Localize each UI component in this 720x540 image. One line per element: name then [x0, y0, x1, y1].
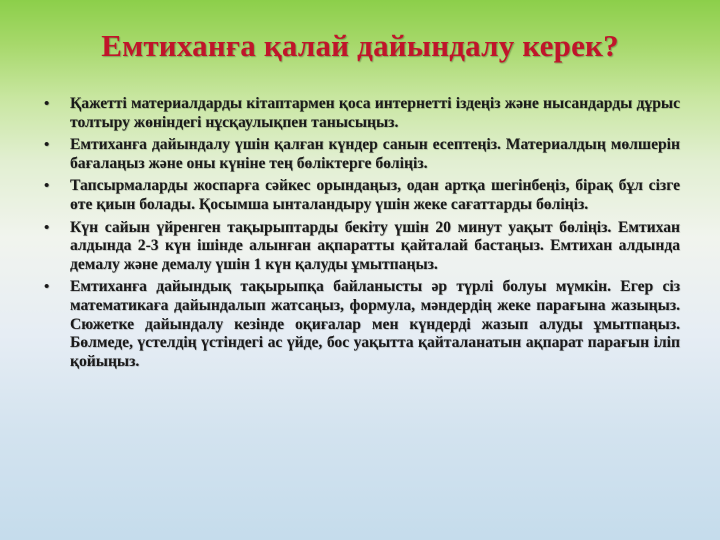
bullet-dot-icon: •: [44, 178, 50, 195]
bullet-list: [44, 95, 680, 375]
bullet-dot-icon: •: [44, 219, 50, 236]
bullet-text: Күн сайын үйренген тақырыптарды бекіту үшін 20 минут уақыт бөліңіз. Емтихан алдында 2-3 күн ішінде алынған ақпаратты қайталай бастаңыз. Емтихан алдында демалу және демалу үшін 1 күн қалуды ұмытпаңыз.: [70, 218, 680, 273]
bullet-dot-icon: •: [44, 279, 50, 296]
bullet-item: [44, 95, 680, 132]
bullet-item: [44, 136, 680, 173]
bullet-text: Тапсырмаларды жоспарға сәйкес орындаңыз, одан артқа шегінбеңіз, бірақ бұл сізге өте қиын болады. Қосымша ынталандыру үшін жеке сағаттарды бөліңіз.: [70, 177, 680, 213]
bullet-text: Емтиханға дайындалу үшін қалған күндер санын есептеңіз. Материалдың мөлшерін бағалаңыз және оны күніне тең бөліктерге бөліңіз.: [70, 136, 680, 172]
bullet-dot-icon: •: [44, 137, 50, 154]
bullet-item: [44, 219, 680, 275]
bullet-item: [44, 177, 680, 214]
bullet-text: Емтиханға дайындық тақырыпқа байланысты әр түрлі болуы мүмкін. Егер сіз математикаға дайындалып жатсаңыз, формула, мәндердің жеке парағына жазыңыз. Сюжетке дайындалу кезінде оқиғалар мен күндерді жазып алуды ұмытпаңыз. Бөлмеде, үстелдің үстіндегі ас үйде, бос уақытта қайталанатын ақпарат парағын іліп қойыңыз.: [70, 278, 680, 370]
bullet-text: Қажетті материалдарды кітаптармен қоса интернетті іздеңіз және нысандарды дұрыс толтыру жөніндегі нұсқаулықпен танысыңыз.: [70, 95, 680, 131]
bullet-dot-icon: •: [44, 96, 50, 112]
slide-title: Емтиханға қалай дайындалу керек?: [101, 28, 619, 63]
bullet-item: [44, 278, 680, 371]
